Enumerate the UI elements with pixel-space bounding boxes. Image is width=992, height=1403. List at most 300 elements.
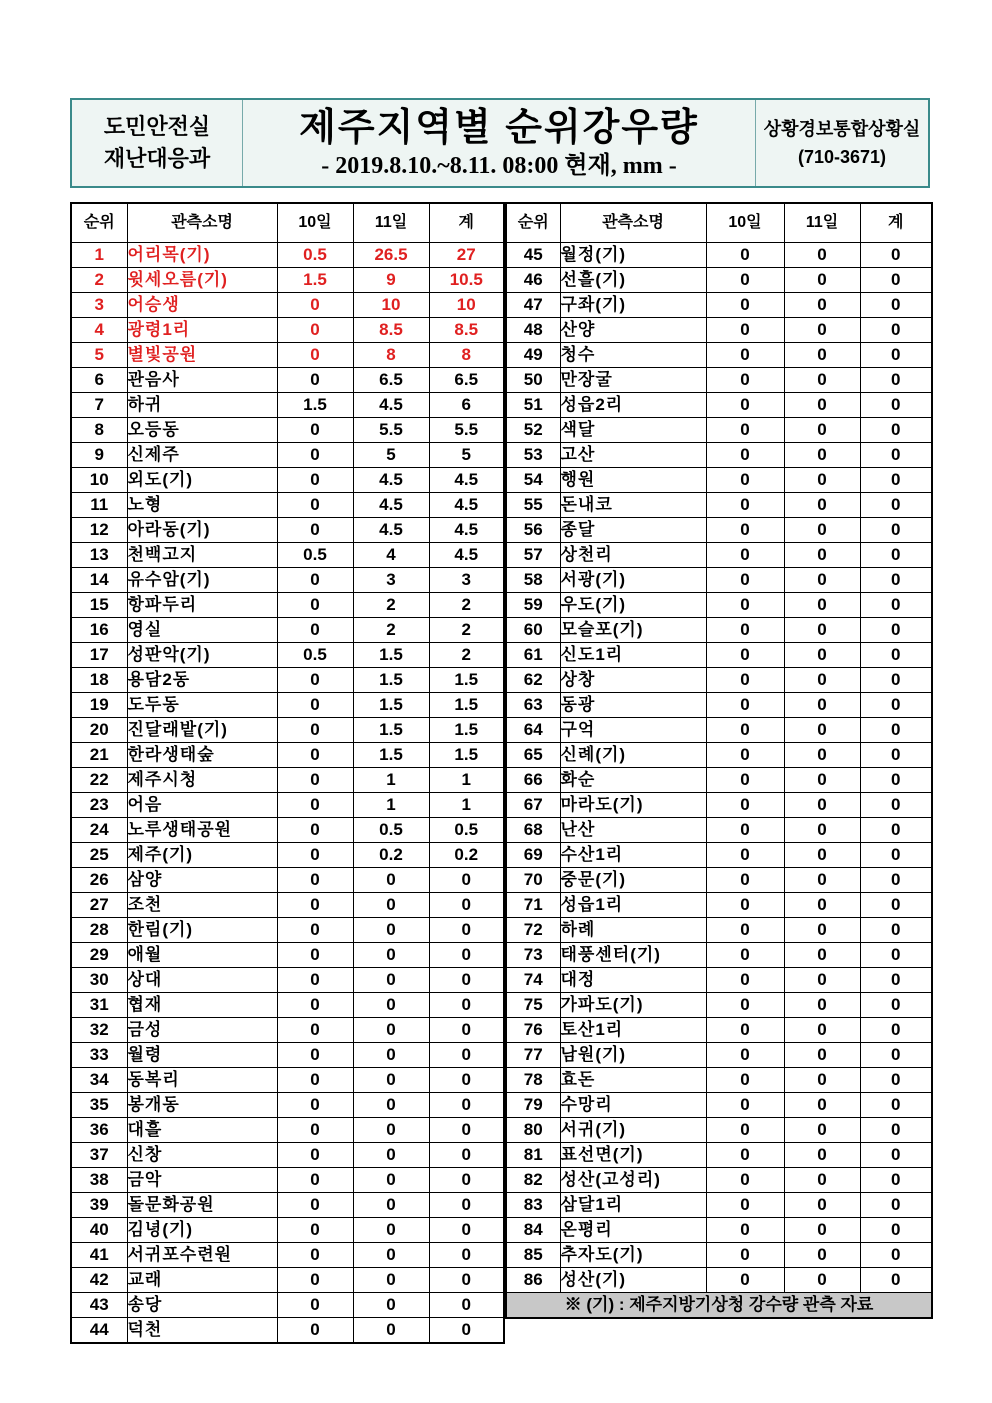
total-value-cell: 0 [860,943,932,968]
day10-value-cell: 0 [277,918,353,943]
total-value-cell: 0 [860,918,932,943]
station-name-cell: 삼달1리 [560,1193,706,1218]
rank-cell: 54 [506,468,560,493]
day11-value-cell: 0 [353,1068,429,1093]
table-row [506,743,932,768]
rank-cell: 57 [506,543,560,568]
table-row [506,1143,932,1168]
day11-value-cell: 0 [784,1218,860,1243]
office-phone: (710-3671) [797,147,887,167]
table-row [506,968,932,993]
rank-cell: 73 [506,943,560,968]
rank-cell: 10 [71,468,127,493]
station-name-cell: 신창 [127,1143,277,1168]
day10-value-cell: 0 [706,768,784,793]
day11-value-cell: 1.5 [353,693,429,718]
table-row [506,718,932,743]
day10-value-cell: 0 [277,868,353,893]
day11-value-cell: 0 [784,393,860,418]
station-name-cell: 삼양 [127,868,277,893]
total-value-cell: 0 [429,1168,504,1193]
day11-value-cell: 0 [353,1168,429,1193]
station-name-cell: 어리목(기) [127,243,277,268]
station-name-cell: 조천 [127,893,277,918]
table-row [71,793,504,818]
total-value-cell: 4.5 [429,468,504,493]
rank-cell: 60 [506,618,560,643]
station-name-cell: 수산1리 [560,843,706,868]
day10-value-cell: 0 [277,518,353,543]
day11-value-cell: 0 [784,1118,860,1143]
station-name-cell: 어승생 [127,293,277,318]
station-name-cell: 성판악(기) [127,643,277,668]
station-name-cell: 외도(기) [127,468,277,493]
day11-value-cell: 4.5 [353,518,429,543]
day11-value-cell: 5.5 [353,418,429,443]
rainfall-table-right [505,202,933,1319]
rank-cell: 80 [506,1118,560,1143]
station-name-cell: 하례 [560,918,706,943]
day11-value-cell: 0 [784,793,860,818]
table-row [71,818,504,843]
rank-cell: 14 [71,568,127,593]
day10-value-cell: 0 [277,668,353,693]
station-name-cell: 수망리 [560,1093,706,1118]
table-row [506,1043,932,1068]
station-name-cell: 색달 [560,418,706,443]
day11-value-cell: 0 [353,993,429,1018]
day10-value-cell: 0 [277,468,353,493]
rank-cell: 27 [71,893,127,918]
rank-cell: 61 [506,643,560,668]
station-name-cell: 성산(기) [560,1268,706,1293]
total-value-cell: 0 [860,443,932,468]
day10-value-cell: 0 [706,893,784,918]
col-day11-header: 11일 [353,203,429,243]
day11-value-cell: 0 [784,593,860,618]
station-name-cell: 용담2동 [127,668,277,693]
table-row [506,868,932,893]
table-row [71,1093,504,1118]
day11-value-cell: 1 [353,793,429,818]
day10-value-cell: 0 [277,1293,353,1318]
station-name-cell: 만장굴 [560,368,706,393]
table-row [506,1243,932,1268]
rank-cell: 28 [71,918,127,943]
station-name-cell: 월령 [127,1043,277,1068]
total-value-cell: 0 [860,1118,932,1143]
table-row [71,743,504,768]
day11-value-cell: 0 [784,718,860,743]
day11-value-cell: 0 [784,1268,860,1293]
day11-value-cell: 0 [784,293,860,318]
station-name-cell: 관음사 [127,368,277,393]
station-name-cell: 구좌(기) [560,293,706,318]
day11-value-cell: 0 [353,1293,429,1318]
total-value-cell: 0 [860,518,932,543]
rank-cell: 49 [506,343,560,368]
day10-value-cell: 0.5 [277,643,353,668]
rank-cell: 30 [71,968,127,993]
day10-value-cell: 0 [706,918,784,943]
rank-cell: 71 [506,893,560,918]
total-value-cell: 0.5 [429,818,504,843]
day11-value-cell: 4.5 [353,468,429,493]
day11-value-cell: 0.5 [353,818,429,843]
total-value-cell: 0 [429,1093,504,1118]
table-row [71,918,504,943]
day10-value-cell: 0 [706,943,784,968]
day10-value-cell: 0 [706,993,784,1018]
day11-value-cell: 0 [784,618,860,643]
station-name-cell: 한라생태숲 [127,743,277,768]
day11-value-cell: 0 [784,468,860,493]
day10-value-cell: 0 [706,443,784,468]
rank-cell: 17 [71,643,127,668]
day10-value-cell: 0 [277,593,353,618]
rank-cell: 67 [506,793,560,818]
table-row [71,618,504,643]
day10-value-cell: 0 [277,693,353,718]
day11-value-cell: 0 [784,843,860,868]
station-name-cell: 김녕(기) [127,1218,277,1243]
day11-value-cell: 0 [784,568,860,593]
station-name-cell: 난산 [560,818,706,843]
day11-value-cell: 0 [784,1193,860,1218]
day11-value-cell: 10 [353,293,429,318]
total-value-cell: 0 [860,643,932,668]
col-total-header: 계 [429,203,504,243]
rank-cell: 52 [506,418,560,443]
day10-value-cell: 0 [277,343,353,368]
day10-value-cell: 0 [706,968,784,993]
day11-value-cell: 0.2 [353,843,429,868]
day11-value-cell: 0 [353,1018,429,1043]
table-row [71,843,504,868]
day10-value-cell: 1.5 [277,393,353,418]
day10-value-cell: 0 [277,743,353,768]
table-row [71,643,504,668]
rank-cell: 56 [506,518,560,543]
table-row [71,1268,504,1293]
day10-value-cell: 0 [706,393,784,418]
day10-value-cell: 1.5 [277,268,353,293]
col-day10-header: 10일 [706,203,784,243]
rank-cell: 47 [506,293,560,318]
col-day10-header: 10일 [277,203,353,243]
day10-value-cell: 0 [706,418,784,443]
table-row [506,1168,932,1193]
table-row [71,443,504,468]
rank-cell: 82 [506,1168,560,1193]
day10-value-cell: 0 [706,1218,784,1243]
day11-value-cell: 1.5 [353,668,429,693]
day10-value-cell: 0 [706,1168,784,1193]
day11-value-cell: 0 [784,643,860,668]
total-value-cell: 0 [429,1018,504,1043]
day10-value-cell: 0 [706,493,784,518]
station-name-cell: 금성 [127,1018,277,1043]
table-row [506,768,932,793]
rank-cell: 42 [71,1268,127,1293]
station-name-cell: 어음 [127,793,277,818]
rank-cell: 51 [506,393,560,418]
day10-value-cell: 0 [277,443,353,468]
day11-value-cell: 0 [353,1118,429,1143]
table-row [506,918,932,943]
total-value-cell: 0 [860,468,932,493]
total-value-cell: 0 [860,593,932,618]
rank-cell: 43 [71,1293,127,1318]
rank-cell: 44 [71,1318,127,1344]
station-name-cell: 종달 [560,518,706,543]
rank-cell: 70 [506,868,560,893]
table-row [71,568,504,593]
day11-value-cell: 0 [784,443,860,468]
col-total-header: 계 [860,203,932,243]
rank-cell: 50 [506,368,560,393]
rank-cell: 53 [506,443,560,468]
day10-value-cell: 0 [706,868,784,893]
total-value-cell: 1.5 [429,693,504,718]
table-header-row [71,203,504,243]
day11-value-cell: 0 [353,1218,429,1243]
table-row [71,993,504,1018]
day10-value-cell: 0 [277,368,353,393]
day10-value-cell: 0 [277,718,353,743]
rank-cell: 48 [506,318,560,343]
day10-value-cell: 0 [277,1118,353,1143]
total-value-cell: 4.5 [429,518,504,543]
rank-cell: 79 [506,1093,560,1118]
total-value-cell: 0 [860,393,932,418]
day10-value-cell: 0 [706,293,784,318]
table-row [71,1193,504,1218]
table-row [506,343,932,368]
station-name-cell: 도두동 [127,693,277,718]
rank-cell: 36 [71,1118,127,1143]
day10-value-cell: 0 [706,318,784,343]
total-value-cell: 2 [429,618,504,643]
station-name-cell: 제주시청 [127,768,277,793]
day10-value-cell: 0 [706,518,784,543]
day10-value-cell: 0 [277,943,353,968]
station-name-cell: 아라동(기) [127,518,277,543]
station-name-cell: 송당 [127,1293,277,1318]
day11-value-cell: 6.5 [353,368,429,393]
station-name-cell: 교래 [127,1268,277,1293]
total-value-cell: 0 [860,618,932,643]
day11-value-cell: 8.5 [353,318,429,343]
total-value-cell: 1.5 [429,718,504,743]
total-value-cell: 3 [429,568,504,593]
total-value-cell: 0 [429,1243,504,1268]
station-name-cell: 가파도(기) [560,993,706,1018]
rainfall-table-right-body [506,243,932,1293]
station-name-cell: 천백고지 [127,543,277,568]
rank-cell: 1 [71,243,127,268]
table-row [71,693,504,718]
rank-cell: 31 [71,993,127,1018]
day10-value-cell: 0 [706,1068,784,1093]
table-row [71,393,504,418]
total-value-cell: 0 [860,1093,932,1118]
rank-cell: 4 [71,318,127,343]
table-row [71,1068,504,1093]
table-row [506,543,932,568]
total-value-cell: 0 [860,693,932,718]
station-name-cell: 마라도(기) [560,793,706,818]
day11-value-cell: 0 [353,1193,429,1218]
rank-cell: 83 [506,1193,560,1218]
total-value-cell: 0 [860,1043,932,1068]
day11-value-cell: 0 [784,368,860,393]
day11-value-cell: 1 [353,768,429,793]
rank-cell: 68 [506,818,560,843]
table-row [506,1218,932,1243]
total-value-cell: 0 [429,868,504,893]
day11-value-cell: 0 [784,1093,860,1118]
total-value-cell: 1.5 [429,668,504,693]
station-name-cell: 행원 [560,468,706,493]
table-row [506,1093,932,1118]
rank-cell: 3 [71,293,127,318]
station-name-cell: 태풍센터(기) [560,943,706,968]
rank-cell: 2 [71,268,127,293]
rank-cell: 85 [506,1243,560,1268]
day11-value-cell: 0 [784,493,860,518]
day10-value-cell: 0 [277,1243,353,1268]
station-name-cell: 온평리 [560,1218,706,1243]
station-name-cell: 서광(기) [560,568,706,593]
table-row [71,1318,504,1344]
station-name-cell: 봉개동 [127,1093,277,1118]
station-name-cell: 모슬포(기) [560,618,706,643]
station-name-cell: 구억 [560,718,706,743]
total-value-cell: 0 [429,943,504,968]
total-value-cell: 0 [429,893,504,918]
day10-value-cell: 0 [277,843,353,868]
day10-value-cell: 0 [706,1143,784,1168]
table-row [71,868,504,893]
day11-value-cell: 0 [784,968,860,993]
day10-value-cell: 0 [277,1018,353,1043]
total-value-cell: 0 [429,1318,504,1344]
table-row [506,243,932,268]
rank-cell: 12 [71,518,127,543]
total-value-cell: 0 [860,1018,932,1043]
rank-cell: 8 [71,418,127,443]
table-row [71,1143,504,1168]
table-row [71,543,504,568]
rank-cell: 23 [71,793,127,818]
day10-value-cell: 0 [706,243,784,268]
total-value-cell: 2 [429,643,504,668]
total-value-cell: 4.5 [429,493,504,518]
station-name-cell: 표선면(기) [560,1143,706,1168]
day11-value-cell: 0 [784,943,860,968]
table-row [71,1243,504,1268]
day11-value-cell: 4.5 [353,393,429,418]
station-name-cell: 대흘 [127,1118,277,1143]
station-name-cell: 신제주 [127,443,277,468]
station-name-cell: 덕천 [127,1318,277,1344]
table-row [506,443,932,468]
total-value-cell: 0 [429,1218,504,1243]
department-line1: 도민안전실 [103,114,211,139]
table-row [71,518,504,543]
total-value-cell: 6.5 [429,368,504,393]
rank-cell: 16 [71,618,127,643]
day10-value-cell: 0.5 [277,543,353,568]
rank-cell: 58 [506,568,560,593]
rank-cell: 38 [71,1168,127,1193]
total-value-cell: 0 [860,968,932,993]
table-row [506,568,932,593]
station-name-cell: 화순 [560,768,706,793]
day11-value-cell: 0 [784,818,860,843]
table-row [506,1268,932,1293]
day10-value-cell: 0 [277,1143,353,1168]
day11-value-cell: 0 [784,243,860,268]
total-value-cell: 1 [429,793,504,818]
total-value-cell: 8.5 [429,318,504,343]
total-value-cell: 2 [429,593,504,618]
station-name-cell: 동복리 [127,1068,277,1093]
rank-cell: 86 [506,1268,560,1293]
station-name-cell: 돌문화공원 [127,1193,277,1218]
department-line2: 재난대응과 [103,146,211,171]
station-name-cell: 산양 [560,318,706,343]
day11-value-cell: 0 [784,868,860,893]
station-name-cell: 노형 [127,493,277,518]
station-name-cell: 추자도(기) [560,1243,706,1268]
station-name-cell: 노루생태공원 [127,818,277,843]
col-rank-header: 순위 [71,203,127,243]
table-row [506,493,932,518]
footnote: ※ (기) : 제주지방기상청 강수량 관측 자료 [506,1293,932,1319]
station-name-cell: 고산 [560,443,706,468]
rank-cell: 20 [71,718,127,743]
total-value-cell: 0 [860,1143,932,1168]
rank-cell: 18 [71,668,127,693]
rank-cell: 72 [506,918,560,943]
station-name-cell: 대정 [560,968,706,993]
day11-value-cell: 0 [353,868,429,893]
total-value-cell: 0 [860,818,932,843]
rank-cell: 66 [506,768,560,793]
day11-value-cell: 0 [353,893,429,918]
table-row [506,1118,932,1143]
total-value-cell: 0 [429,1143,504,1168]
day11-value-cell: 0 [784,318,860,343]
day10-value-cell: 0 [277,318,353,343]
station-name-cell: 효돈 [560,1068,706,1093]
rank-cell: 11 [71,493,127,518]
day11-value-cell: 0 [353,1243,429,1268]
col-station-header: 관측소명 [560,203,706,243]
rank-cell: 26 [71,868,127,893]
total-value-cell: 0 [860,1218,932,1243]
day10-value-cell: 0 [706,843,784,868]
rank-cell: 5 [71,343,127,368]
day10-value-cell: 0 [277,968,353,993]
total-value-cell: 8 [429,343,504,368]
day11-value-cell: 0 [784,1143,860,1168]
table-row [71,943,504,968]
station-name-cell: 애월 [127,943,277,968]
total-value-cell: 0 [860,493,932,518]
